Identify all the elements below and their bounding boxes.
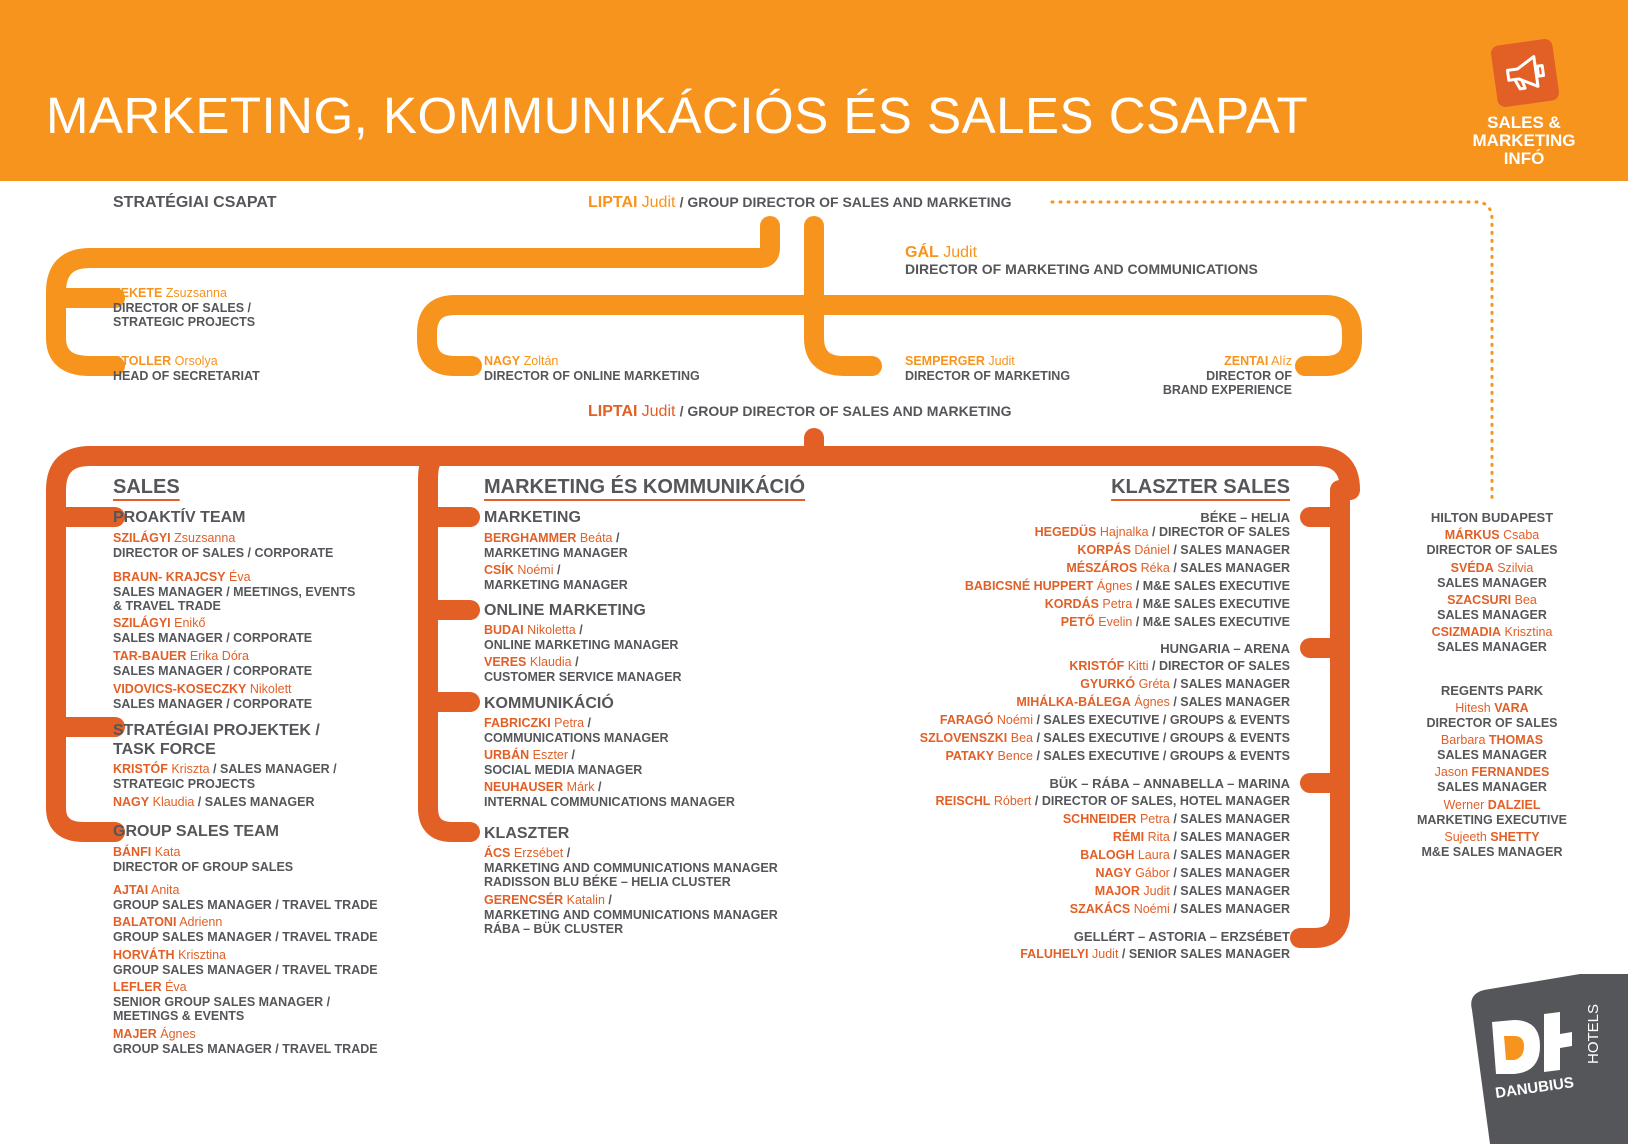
last-name: SZLOVENSZKI: [919, 731, 1008, 745]
last-name: NAGY: [113, 795, 150, 809]
person-entry: [113, 1027, 378, 1056]
last-name: FARAGÓ: [939, 713, 994, 727]
role: DIRECTOR OF ONLINE MARKETING: [484, 368, 700, 383]
role: RÁBA – BÜK CLUSTER: [484, 922, 624, 936]
first-name: Bea: [1010, 731, 1033, 745]
role: MARKETING MANAGER: [484, 577, 628, 592]
role: SALES MANAGER: [1437, 639, 1547, 654]
person-entry: [790, 695, 1290, 710]
first-name: Rita: [1147, 830, 1170, 844]
first-name: Bence: [997, 749, 1033, 763]
role: / M&E SALES EXECUTIVE: [1135, 597, 1290, 611]
last-name: VERES: [484, 655, 527, 669]
first-name: Klaudia: [529, 655, 572, 669]
role: / SALES MANAGER: [1173, 884, 1290, 898]
person-entry: FABRICZKI Petra / COMMUNICATIONS MANAGER: [484, 716, 669, 745]
cluster-group-title: HUNGARIA – ARENA: [1160, 641, 1290, 656]
role: SALES MANAGER / CORPORATE: [113, 696, 313, 711]
operational-top-person: [588, 403, 1012, 421]
role: DIRECTOR OF GROUP SALES: [113, 859, 294, 874]
first-name: Werner: [1443, 798, 1485, 812]
first-name: Szilvia: [1497, 561, 1534, 575]
person-zentai: [1092, 354, 1292, 398]
person-entry: [790, 884, 1290, 899]
first-name: Nikoletta: [527, 623, 576, 637]
first-name: Enikő: [174, 616, 206, 630]
first-name: Réka: [1140, 561, 1170, 575]
first-name: Anita: [150, 883, 180, 897]
role: M&E SALES MANAGER: [1421, 844, 1563, 859]
first-name: Sujeeth: [1444, 830, 1487, 844]
first-name: Erika Dóra: [189, 649, 249, 663]
first-name: Gréta: [1138, 677, 1170, 691]
role: STRATEGIC PROJECTS: [113, 776, 256, 791]
first-name: Kata: [154, 845, 181, 859]
last-name: BALOGH: [1080, 848, 1135, 862]
person-entry: CSÍK Noémi / MARKETING MANAGER: [484, 563, 628, 592]
role: DIRECTOR OF MARKETING: [905, 368, 1071, 383]
role: DIRECTOR OF SALES /: [113, 300, 251, 315]
person-entry: [790, 947, 1290, 962]
role: MARKETING AND COMMUNICATIONS MANAGER: [484, 907, 778, 922]
person-entry: [1392, 830, 1592, 859]
last-name: KORPÁS: [1077, 543, 1131, 557]
role: ONLINE MARKETING MANAGER: [484, 637, 679, 652]
first-name: Orsolya: [174, 354, 218, 368]
last-name: REISCHL: [935, 794, 991, 808]
person-entry: [1392, 528, 1592, 557]
role: / SALES MANAGER: [1173, 812, 1290, 826]
last-name: LIPTAI: [588, 403, 638, 420]
person-entry: [790, 902, 1290, 917]
danubius-hotels-text: HOTELS: [1585, 1003, 1602, 1064]
person-entry: [113, 616, 312, 645]
person-entry: [790, 543, 1290, 558]
person-entry: [113, 948, 378, 977]
role: GROUP SALES MANAGER / TRAVEL TRADE: [113, 1041, 378, 1056]
role: SALES MANAGER: [1437, 747, 1547, 762]
person-entry: [790, 848, 1290, 863]
person-entry: [1392, 625, 1592, 654]
role: / DIRECTOR OF SALES, HOTEL MANAGER: [1034, 794, 1290, 808]
first-name: Judit: [641, 194, 676, 211]
role: SALES MANAGER / CORPORATE: [113, 663, 313, 678]
last-name: LEFLER: [113, 980, 162, 994]
person-entry: [1392, 765, 1592, 794]
last-name: MÁRKUS: [1444, 528, 1500, 542]
person-entry: BERGHAMMER Beáta / MARKETING MANAGER: [484, 531, 628, 560]
first-name: Barbara: [1440, 733, 1486, 747]
first-name: Noémi: [1133, 902, 1170, 916]
last-name: FALUHELYI: [1020, 947, 1089, 961]
cluster-group-title: GELLÉRT – ASTORIA – ERZSÉBET: [1073, 929, 1290, 944]
person-entry: [790, 794, 1290, 809]
last-name: BRAUN- KRAJCSY: [113, 570, 226, 584]
person-entry: [113, 795, 314, 810]
role: / GROUP DIRECTOR OF SALES AND MARKETING: [679, 403, 1012, 419]
person-entry: [1392, 561, 1592, 590]
marketing-group-title: KOMMUNIKÁCIÓ: [484, 695, 614, 712]
first-name: Bea: [1514, 593, 1537, 607]
role: / SALES MANAGER: [1173, 561, 1290, 575]
danubius-hotels-logo: [1460, 974, 1628, 1144]
role: SOCIAL MEDIA MANAGER: [484, 762, 643, 777]
role: SALES MANAGER: [1437, 575, 1547, 590]
last-name: KRISTÓF: [113, 762, 168, 776]
role: / SALES EXECUTIVE / GROUPS & EVENTS: [1036, 731, 1290, 745]
role: / SALES MANAGER: [1173, 848, 1290, 862]
person-entry: [113, 649, 312, 678]
person-entry: [113, 682, 312, 711]
sales-section-title: SALES: [113, 476, 180, 498]
role: / SALES MANAGER: [197, 795, 315, 809]
role: GROUP SALES MANAGER / TRAVEL TRADE: [113, 962, 378, 977]
last-name: SCHNEIDER: [1062, 812, 1137, 826]
group-sales-team-title: GROUP SALES TEAM: [113, 823, 279, 840]
role: / SALES MANAGER /: [213, 762, 337, 776]
person-entry: [1392, 798, 1592, 827]
last-name: VARA: [1494, 701, 1529, 715]
last-name: GERENCSÉR: [484, 893, 564, 907]
person-entry: [790, 615, 1290, 630]
role: SALES MANAGER / CORPORATE: [113, 630, 313, 645]
role: BRAND EXPERIENCE: [1162, 383, 1292, 397]
person-entry: NEUHAUSER Márk / INTERNAL COMMUNICATIONS MANAGER: [484, 780, 735, 809]
role: DIRECTOR OF: [1206, 368, 1292, 383]
first-name: Eszter: [532, 748, 569, 762]
last-name: SHETTY: [1490, 830, 1540, 844]
role: / GROUP DIRECTOR OF SALES AND MARKETING: [679, 194, 1012, 210]
logo-line: INFÓ: [1503, 149, 1545, 168]
last-name: THOMAS: [1488, 733, 1544, 747]
title-line: STRATÉGIAI PROJEKTEK /: [113, 722, 320, 739]
strategic-team-label: STRATÉGIAI CSAPAT: [113, 194, 277, 211]
role: GROUP SALES MANAGER / TRAVEL TRADE: [113, 897, 378, 912]
first-name: Jason: [1434, 765, 1469, 779]
person-entry: [790, 866, 1290, 881]
first-name: Beáta: [579, 531, 613, 545]
person-entry: [1392, 701, 1592, 730]
last-name: TAR-BAUER: [113, 649, 187, 663]
marketing-group-title: KLASZTER: [484, 825, 570, 842]
last-name: BUDAI: [484, 623, 524, 637]
last-name: FEKETE: [113, 286, 163, 300]
first-name: Csaba: [1503, 528, 1540, 542]
cluster-group-title: BÉKE – HELIA: [1200, 510, 1290, 525]
role: / SALES MANAGER: [1173, 677, 1290, 691]
first-name: Judit: [1092, 947, 1119, 961]
last-name: RÉMI: [1112, 830, 1145, 844]
role: / DIRECTOR OF SALES: [1152, 525, 1290, 539]
first-name: Hajnalka: [1099, 525, 1149, 539]
first-name: Ágnes: [1134, 695, 1170, 709]
person-gal: [905, 244, 1258, 277]
last-name: BERGHAMMER: [484, 531, 577, 545]
role: / SALES EXECUTIVE / GROUPS & EVENTS: [1036, 713, 1290, 727]
role: / SALES EXECUTIVE / GROUPS & EVENTS: [1036, 749, 1290, 763]
person-entry: VERES Klaudia / CUSTOMER SERVICE MANAGER: [484, 655, 682, 684]
first-name: Róbert: [993, 794, 1032, 808]
person-entry: [790, 731, 1290, 746]
first-name: Kriszta: [171, 762, 210, 776]
first-name: Noémi: [996, 713, 1033, 727]
logo-line: SALES &: [1487, 113, 1561, 132]
person-fekete: [113, 286, 255, 330]
first-name: Zsuzsanna: [165, 286, 227, 300]
last-name: KRISTÓF: [1069, 659, 1125, 673]
role: CUSTOMER SERVICE MANAGER: [484, 669, 682, 684]
person-entry: [113, 980, 330, 1024]
last-name: DALZIEL: [1487, 798, 1541, 812]
first-name: Ágnes: [1096, 579, 1133, 593]
role: MARKETING EXECUTIVE: [1416, 812, 1567, 827]
regents-park-title: REGENTS PARK: [1440, 683, 1544, 698]
cluster-sales-section-title: KLASZTER SALES: [1111, 476, 1290, 498]
last-name: BALATONI: [113, 915, 177, 929]
last-name: HORVÁTH: [113, 948, 175, 962]
person-entry: [790, 659, 1290, 674]
last-name: NAGY: [484, 354, 521, 368]
person-entry: [1392, 593, 1592, 622]
last-name: HEGEDÜS: [1034, 525, 1097, 539]
last-name: MAJER: [113, 1027, 157, 1041]
last-name: CSÍK: [484, 563, 514, 577]
last-name: FERNANDES: [1471, 765, 1550, 779]
last-name: AJTAI: [113, 883, 149, 897]
first-name: Éva: [165, 980, 187, 994]
first-name: Kitti: [1127, 659, 1149, 673]
role: DIRECTOR OF SALES: [1426, 542, 1558, 557]
last-name: GÁL: [905, 244, 939, 261]
marketing-group-title: MARKETING: [484, 509, 581, 526]
first-name: Petra: [1102, 597, 1133, 611]
first-name: Katalin: [566, 893, 605, 907]
first-name: Erzsébet: [513, 846, 564, 860]
person-entry: [790, 713, 1290, 728]
first-name: Dániel: [1134, 543, 1170, 557]
role: / SENIOR SALES MANAGER: [1121, 947, 1290, 961]
role: SENIOR GROUP SALES MANAGER /: [113, 994, 331, 1009]
role: INTERNAL COMMUNICATIONS MANAGER: [484, 794, 735, 809]
role: GROUP SALES MANAGER / TRAVEL TRADE: [113, 929, 378, 944]
person-entry: [790, 830, 1290, 845]
first-name: Ágnes: [160, 1027, 196, 1041]
role: / SALES MANAGER: [1173, 695, 1290, 709]
first-name: Evelin: [1098, 615, 1133, 629]
last-name: ZENTAI: [1224, 354, 1269, 368]
last-name: LIPTAI: [588, 194, 638, 211]
connector-cluster-spine: [1300, 490, 1340, 938]
role: / SALES MANAGER: [1173, 543, 1290, 557]
last-name: KORDÁS: [1044, 597, 1099, 611]
role: DIRECTOR OF SALES / CORPORATE: [113, 545, 334, 560]
first-name: Krisztina: [178, 948, 227, 962]
person-entry: ÁCS Erzsébet / MARKETING AND COMMUNICATIONS MANAGER RADISSON BLU BÉKE – HELIA CLUSTER: [484, 846, 778, 889]
person-entry: [113, 845, 293, 874]
role: / SALES MANAGER: [1173, 902, 1290, 916]
person-entry: [113, 883, 378, 912]
first-name: Petra: [1139, 812, 1170, 826]
marketing-section-title: MARKETING ÉS KOMMUNIKÁCIÓ: [484, 476, 806, 498]
person-entry: BUDAI Nikoletta / ONLINE MARKETING MANAGER: [484, 623, 679, 652]
first-name: Klaudia: [152, 795, 195, 809]
first-name: Hitesh: [1455, 701, 1491, 715]
role: MEETINGS & EVENTS: [113, 1009, 245, 1023]
role: SALES MANAGER: [1437, 607, 1547, 622]
role: MARKETING MANAGER: [484, 545, 628, 560]
first-name: Zsuzsanna: [174, 531, 236, 545]
last-name: PATAKY: [945, 749, 995, 763]
strategic-top-person: [588, 194, 1012, 212]
first-name: Judit: [943, 244, 978, 261]
role: / M&E SALES EXECUTIVE: [1135, 579, 1290, 593]
person-stoller: [113, 354, 260, 383]
role: RADISSON BLU BÉKE – HELIA CLUSTER: [484, 875, 731, 889]
person-semperger: [905, 354, 1070, 383]
role: MARKETING AND COMMUNICATIONS MANAGER: [484, 860, 778, 875]
first-name: Petra: [554, 716, 585, 730]
first-name: Judit: [1143, 884, 1170, 898]
strategic-projects-title: [113, 721, 320, 759]
person-entry: [113, 531, 333, 560]
role: DIRECTOR OF MARKETING AND COMMUNICATIONS: [905, 261, 1258, 277]
first-name: Nikolett: [249, 682, 292, 696]
role: / M&E SALES EXECUTIVE: [1135, 615, 1290, 629]
last-name: BÁNFI: [113, 845, 152, 859]
role: DIRECTOR OF SALES: [1426, 715, 1558, 730]
first-name: Noémi: [517, 563, 554, 577]
role: COMMUNICATIONS MANAGER: [484, 730, 669, 745]
last-name: MAJOR: [1094, 884, 1140, 898]
role: STRATEGIC PROJECTS: [113, 315, 256, 329]
person-entry: [1392, 733, 1592, 762]
last-name: MIHÁLKA-BÁLEGA: [1016, 695, 1131, 709]
first-name: Laura: [1137, 848, 1170, 862]
person-entry: GERENCSÉR Katalin / MARKETING AND COMMUNICATIONS MANAGER RÁBA – BÜK CLUSTER: [484, 893, 778, 936]
role: & TRAVEL TRADE: [113, 599, 221, 613]
person-entry: [113, 570, 355, 614]
person-entry: [113, 762, 337, 791]
hilton-budapest-title: HILTON BUDAPEST: [1430, 510, 1554, 525]
first-name: Éva: [229, 570, 251, 584]
person-entry: URBÁN Eszter / SOCIAL MEDIA MANAGER: [484, 748, 643, 777]
person-entry: [790, 579, 1290, 594]
last-name: SZILÁGYI: [113, 616, 171, 630]
first-name: Adrienn: [179, 915, 223, 929]
page-title: MARKETING, KOMMUNIKÁCIÓS ÉS SALES CSAPAT: [46, 87, 1309, 144]
last-name: URBÁN: [484, 748, 530, 762]
person-entry: [790, 812, 1290, 827]
last-name: GYURKÓ: [1080, 677, 1136, 691]
person-nagy-zoltan: [484, 354, 700, 383]
last-name: BABICSNÉ HUPPERT: [964, 579, 1094, 593]
role: SALES MANAGER / MEETINGS, EVENTS: [113, 584, 356, 599]
person-entry: [790, 677, 1290, 692]
proaktiv-team-title: PROAKTÍV TEAM: [113, 509, 246, 526]
marketing-group-title: ONLINE MARKETING: [484, 602, 646, 619]
last-name: NAGY: [1095, 866, 1132, 880]
last-name: STOLLER: [113, 354, 172, 368]
last-name: ÁCS: [484, 846, 511, 860]
last-name: SVÉDA: [1450, 561, 1494, 575]
person-entry: [790, 749, 1290, 764]
last-name: FABRICZKI: [484, 716, 551, 730]
last-name: SZAKÁCS: [1069, 902, 1131, 916]
last-name: CSIZMADIA: [1431, 625, 1502, 639]
last-name: SZACSURI: [1447, 593, 1512, 607]
danubius-brand-text: DANUBIUS: [1494, 1074, 1575, 1102]
last-name: VIDOVICS-KOSECZKY: [113, 682, 247, 696]
last-name: MÉSZÁROS: [1066, 561, 1138, 575]
role: SALES MANAGER: [1437, 779, 1547, 794]
person-entry: [790, 597, 1290, 612]
role: HEAD OF SECRETARIAT: [113, 368, 260, 383]
title-line: TASK FORCE: [113, 741, 216, 758]
first-name: Judit: [988, 354, 1015, 368]
last-name: SEMPERGER: [905, 354, 985, 368]
last-name: SZILÁGYI: [113, 531, 171, 545]
first-name: Gábor: [1135, 866, 1170, 880]
first-name: Krisztina: [1504, 625, 1553, 639]
person-entry: [790, 561, 1290, 576]
role: / SALES MANAGER: [1173, 866, 1290, 880]
role: / DIRECTOR OF SALES: [1152, 659, 1290, 673]
logo-line: MARKETING: [1472, 131, 1576, 150]
last-name: PETŐ: [1060, 615, 1095, 629]
person-entry: [113, 915, 378, 944]
cluster-group-title: BÜK – RÁBA – ANNABELLA – MARINA: [1049, 776, 1290, 791]
last-name: NEUHAUSER: [484, 780, 564, 794]
first-name: Alíz: [1271, 354, 1292, 368]
first-name: Márk: [566, 780, 595, 794]
first-name: Zoltán: [523, 354, 559, 368]
person-entry: [790, 525, 1290, 540]
role: / SALES MANAGER: [1173, 830, 1290, 844]
first-name: Judit: [641, 403, 676, 420]
